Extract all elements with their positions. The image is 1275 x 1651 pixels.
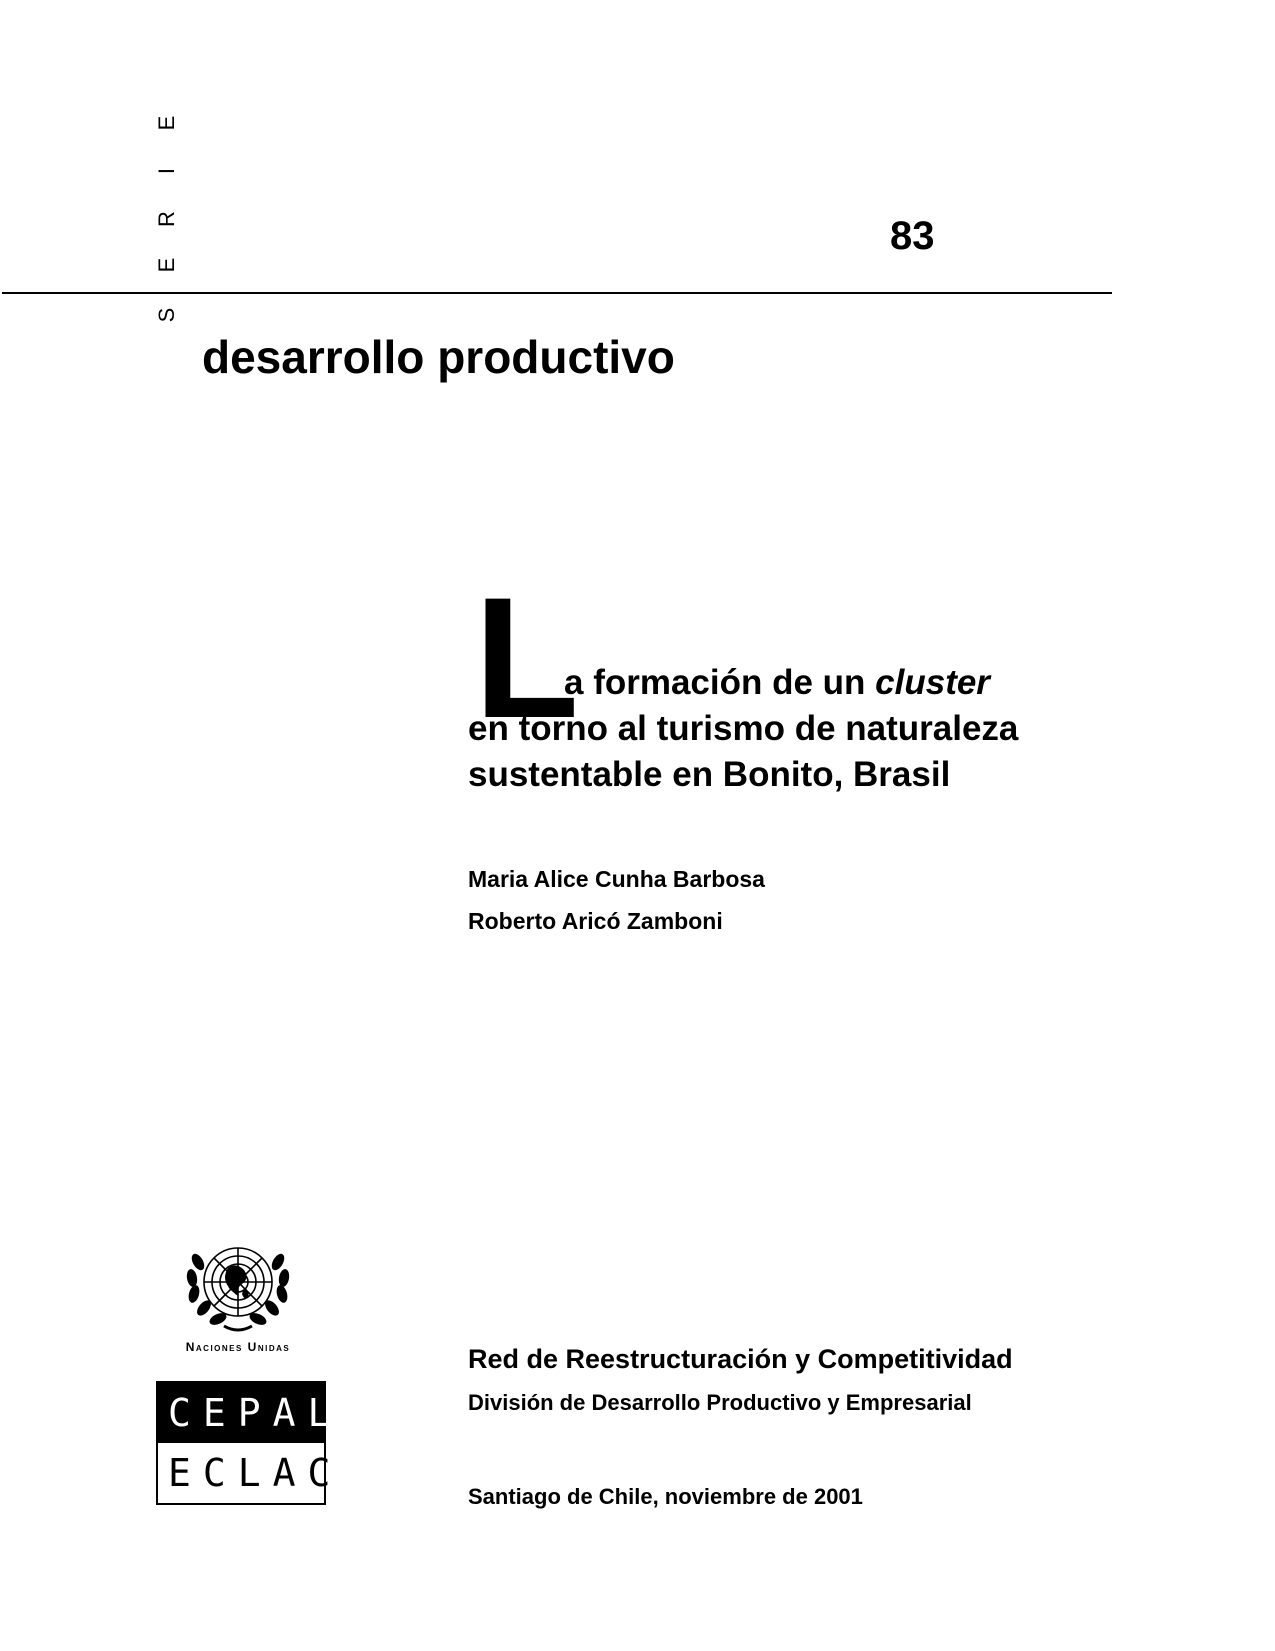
author-1: Maria Alice Cunha Barbosa xyxy=(468,866,765,892)
serie-letter-i: I xyxy=(154,167,179,175)
cepal-eclac-logo xyxy=(156,1381,343,1505)
authors-list xyxy=(468,858,765,942)
place-and-date: Santiago de Chile, noviembre de 2001 xyxy=(468,1484,863,1509)
author-2: Roberto Aricó Zamboni xyxy=(468,908,723,934)
serie-letter-s: S xyxy=(154,307,179,323)
eclac-logo-text: ECLAC xyxy=(168,1451,343,1495)
title-line-2: en torno al turismo de naturaleza xyxy=(468,709,1019,748)
network-name: Red de Reestructuración y Competitividad xyxy=(468,1344,1013,1374)
series-name: desarrollo productivo xyxy=(202,331,675,383)
serie-letter-e2: E xyxy=(154,115,179,131)
cepal-logo-text: CEPAL xyxy=(158,1383,324,1443)
title-line-3: sustentable en Bonito, Brasil xyxy=(468,755,951,794)
title-line-1 xyxy=(468,660,1018,706)
un-label: Naciones Unidas xyxy=(185,1340,291,1354)
header-rule xyxy=(2,292,1112,294)
serie-letter-e1: E xyxy=(154,257,179,273)
document-title xyxy=(468,660,1018,798)
series-number: 83 xyxy=(890,214,935,258)
title-drop-cap: L xyxy=(474,562,574,754)
division-name: División de Desarrollo Productivo y Empresarial xyxy=(468,1390,972,1415)
un-emblem-icon xyxy=(178,1232,298,1347)
title-line-1-text: a formación de un xyxy=(564,663,876,702)
title-italic-word: cluster xyxy=(875,663,990,702)
serie-vertical-label xyxy=(152,108,182,328)
serie-letter-r: R xyxy=(154,211,179,227)
